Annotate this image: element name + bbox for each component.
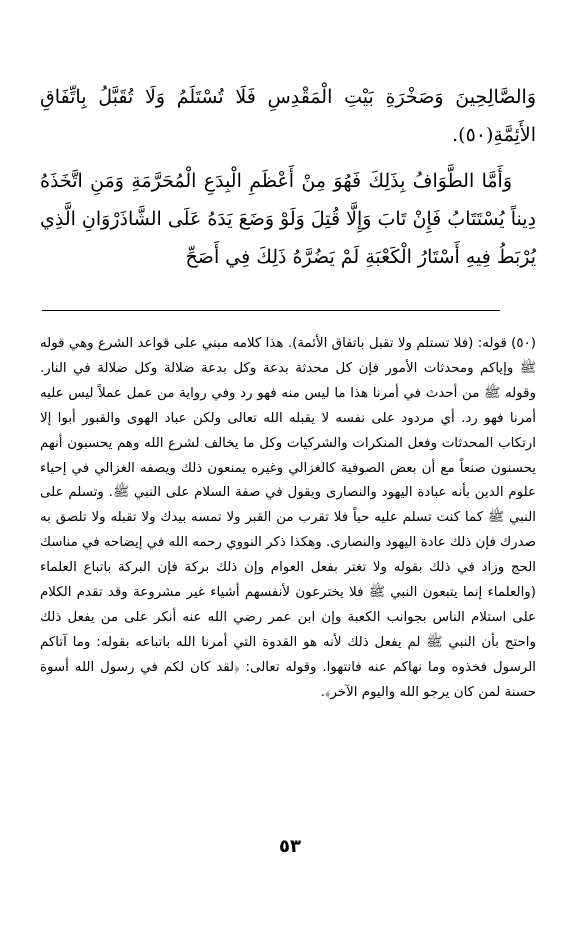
footnote [40, 332, 536, 706]
main-text [40, 78, 536, 284]
footnote-separator [42, 310, 500, 311]
main-paragraph-1: وَالصَّالِحِينَ وَصَخْرَةِ بَيْتِ الْمَقْدِسِ فَلَا تُسْتَلَمُ وَلَا تُقَبَّلُ بِاتِّفَاقِ الأَئِمَّةِ(٥٠). [40, 86, 536, 146]
page-number: ٥٣ [279, 836, 301, 857]
footnote-text: (٥٠) قوله: (فلا تستلم ولا تقبل باتفاق الأئمة). هذا كلامه مبني على قواعد الشرع وهي قوله ﷺ وإياكم ومحدثات الأمور فإن كل محدثة بدعة وكل بدعة ضلالة وكل ضلالة في النار. وقوله ﷺ من أحدث في أمرنا هذا ما ليس منه فهو رد وفي رواية من عمل عملاً ليس عليه أمرنا فهو رد. أي مردود على نفسه لا يقبله الله تعالى ولكن عباد الهوى والقبور أبوا إلا ارتكاب المحدثات وفعل المنكرات والشركيات وكل ما يخالف لشرع الله وهم يحسبون أنهم يحسنون صنعاً مع أن بعض الصوفية كالغزالي وغيره يمنعون ذلك ويصفه الغزالي في إحياء علوم الدين بأنه عبادة اليهود والنصارى ويقول في صفة السلام على النبي ﷺ. وتسلم على النبي ﷺ كما كنت تسلم عليه حياً فلا تقرب من القبر ولا تمسه بيدك ولا تقبله ولا تلصق به صدرك فإن ذلك عادة اليهود والنصارى. وهكذا ذكر النووي رحمه الله في إيضاحه في مناسك الحج وزاد في ذلك بقوله ولا تغتر بفعل العوام وإن ذلك بركة فإن البركة باتباع العلماء (والعلماء إنما يتبعون النبي ﷺ فلا يخترعون لأنفسهم أشياء غير مشروعة وقد تقدم الكلام على استلام الناس بجوانب الكعبة وإن ابن عمر رضي الله عنه أنكر على من يفعل ذلك واحتج بأن النبي ﷺ لم يفعل ذلك لأنه هو القدوة التي أمرنا الله باتباعه بقوله: وما آتاكم الرسول فخذوه وما نهاكم عنه فانتهوا. وقوله تعالى: ﴿لقد كان لكم في رسول الله أسوة حسنة لمن كان يرجو الله واليوم الآخر﴾. [40, 336, 536, 700]
main-paragraph-2: وَأَمَّا الطَّوَافُ بِذَلِكَ فَهُوَ مِنْ أَعْظَمِ الْبِدَعِ الْمُحَرَّمَةِ وَمَنِ اتَّخَذَهُ دِيناً يُسْتَتَابُ فَإِنْ تَابَ وَإِلَّا قُتِلَ وَلَوْ وَضَعَ يَدَهُ عَلَى الشَّاذَرْوَانِ الَّذِي يُرْبَطُ فِيهِ أَسْتَارُ الْكَعْبَةِ لَمْ يَضُرَّهُ ذَلِكَ فِي أَصَحِّ [39, 170, 536, 268]
